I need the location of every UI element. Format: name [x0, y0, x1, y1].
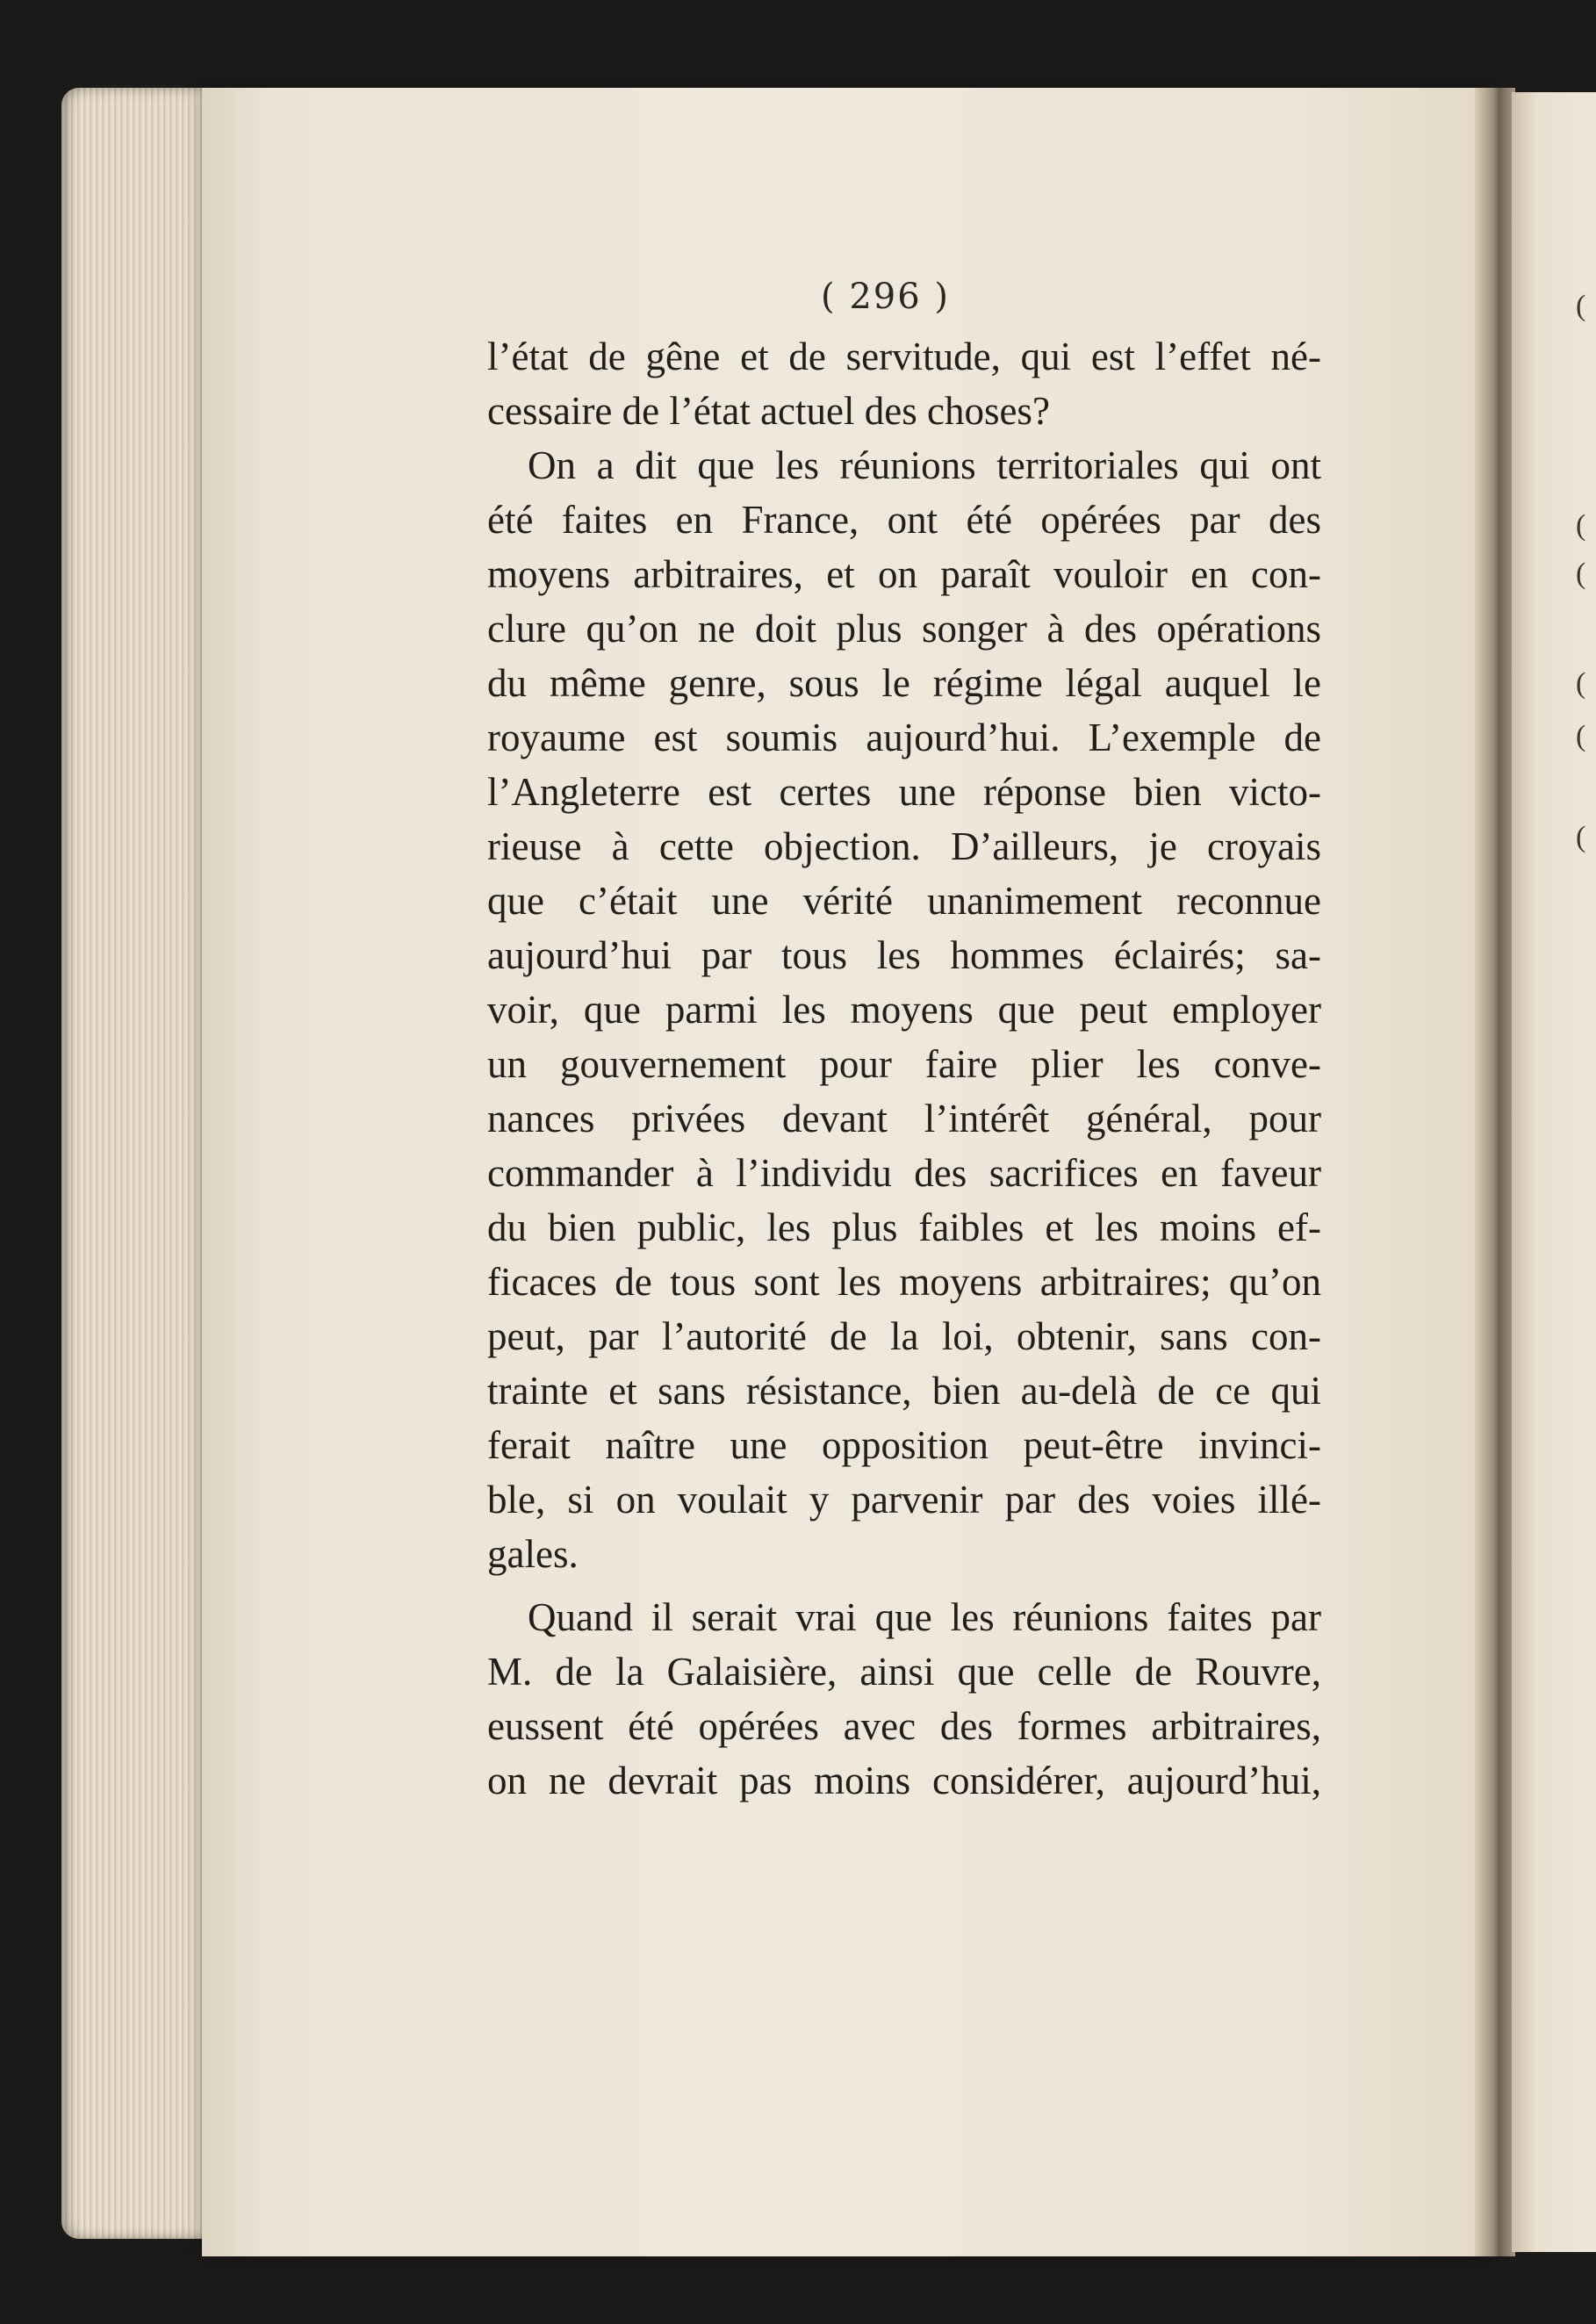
text-line: ficaces de tous sont les moyens arbitraires; qu’on — [487, 1260, 1321, 1304]
text-line: On a dit que les réunions territoriales qui ont — [528, 443, 1321, 487]
text-line: que c’était une vérité unanimement reconnue — [487, 879, 1321, 923]
text-line: clure qu’on ne doit plus songer à des opérations — [487, 607, 1321, 651]
edge-glyph: ( — [1576, 821, 1586, 853]
text-line: M. de la Galaisière, ainsi que celle de Rouvre, — [487, 1650, 1321, 1694]
text-line: eussent été opérées avec des formes arbitraires, — [487, 1704, 1321, 1748]
book-gutter — [1475, 88, 1515, 2256]
text-line: du même genre, sous le régime légal auquel le — [487, 661, 1321, 705]
edge-glyph: ( — [1576, 558, 1586, 590]
text-line: commander à l’individu des sacrifices en faveur — [487, 1151, 1321, 1195]
text-line: l’Angleterre est certes une réponse bien victo- — [487, 770, 1321, 814]
text-line: du bien public, les plus faibles et les moins ef- — [487, 1205, 1321, 1249]
page-number: ( 296 ) — [821, 277, 950, 317]
body-text — [487, 329, 1321, 1808]
edge-glyph: ( — [1576, 509, 1586, 542]
text-line: ferait naître une opposition peut-être invinci- — [487, 1423, 1321, 1467]
facing-page-edge — [1512, 92, 1596, 2252]
text-line: Quand il serait vrai que les réunions faites par — [528, 1595, 1321, 1639]
edge-glyph: ( — [1576, 667, 1586, 700]
text-line: gales. — [487, 1532, 579, 1576]
text-line: cessaire de l’état actuel des choses? — [487, 389, 1050, 433]
text-line: ble, si on voulait y parvenir par des voies illé- — [487, 1478, 1321, 1522]
text-line: voir, que parmi les moyens que peut employer — [487, 988, 1321, 1032]
text-line: un gouvernement pour faire plier les conve- — [487, 1042, 1321, 1086]
text-line: l’état de gêne et de servitude, qui est l’effet né- — [487, 335, 1321, 378]
text-line: moyens arbitraires, et on paraît vouloir en con- — [487, 552, 1321, 596]
text-line: trainte et sans résistance, bien au-delà de ce qui — [487, 1369, 1321, 1413]
text-line: on ne devrait pas moins considérer, aujourd’hui, — [487, 1759, 1321, 1802]
text-line: royaume est soumis aujourd’hui. L’exemple de — [487, 716, 1321, 759]
text-line: aujourd’hui par tous les hommes éclairés; sa- — [487, 933, 1321, 977]
text-line: rieuse à cette objection. D’ailleurs, je croyais — [487, 824, 1321, 868]
text-line: été faites en France, ont été opérées par des — [487, 498, 1321, 542]
edge-glyph: ( — [1576, 720, 1586, 752]
edge-glyph: ( — [1576, 290, 1586, 322]
text-line: peut, par l’autorité de la loi, obtenir, sans con- — [487, 1314, 1321, 1358]
text-line: nances privées devant l’intérêt général, pour — [487, 1097, 1321, 1140]
